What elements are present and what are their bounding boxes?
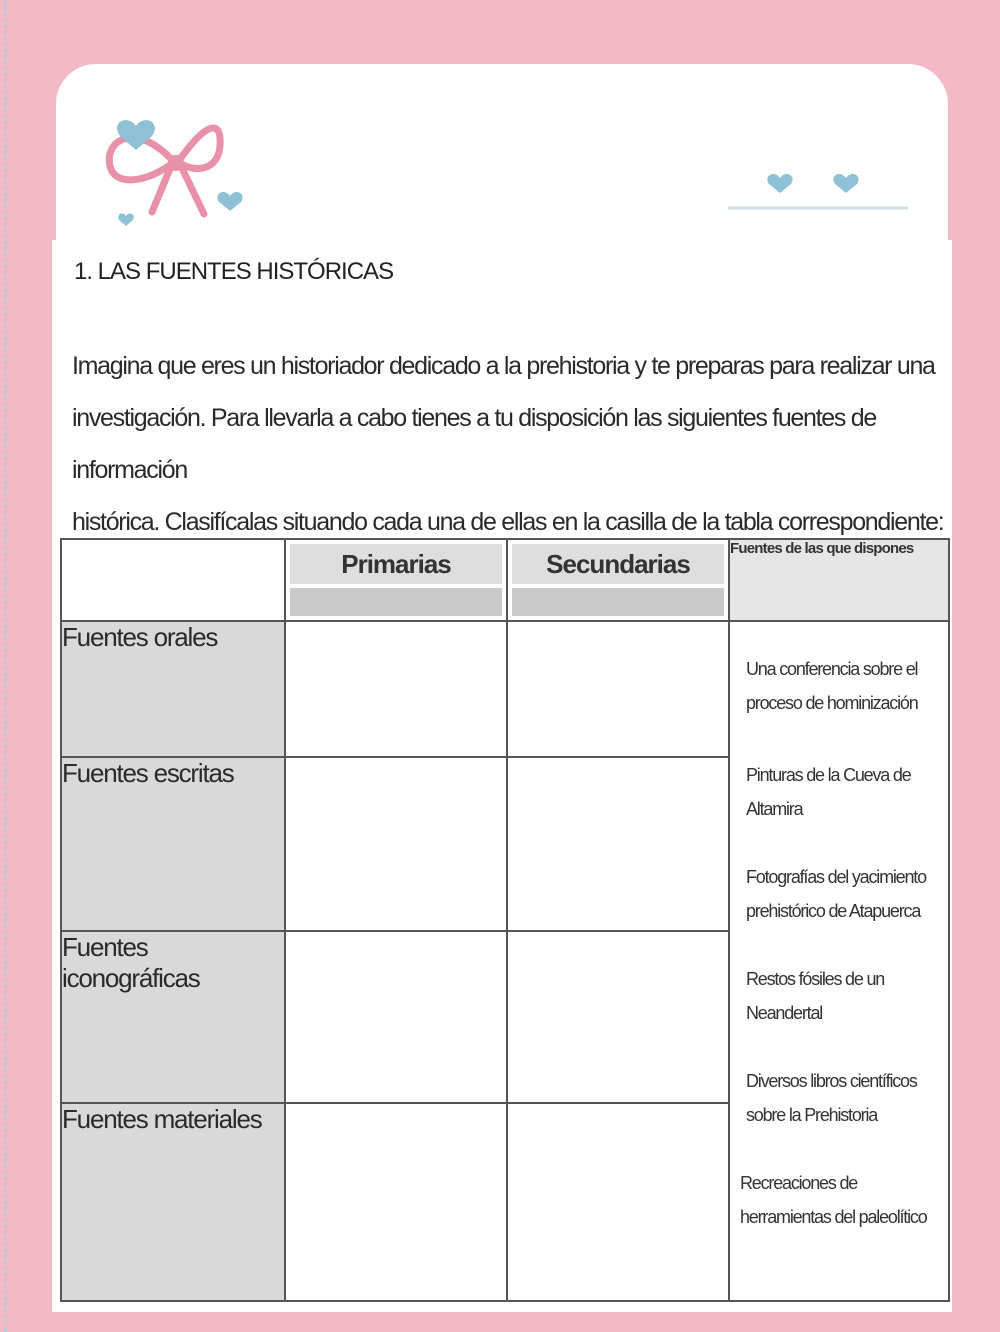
source-text: Fotografías del yacimiento [746, 867, 926, 887]
instruction-line: Imagina que eres un historiador dedicado a la prehistoria y te preparas para realizar una [72, 352, 935, 380]
drop-cell-material-secondary[interactable] [507, 1103, 729, 1301]
source-item-atapuerca-photos[interactable] [746, 860, 936, 928]
source-text: Pinturas de la Cueva de [746, 765, 911, 785]
row-header-written: Fuentes escritas [61, 757, 285, 931]
drop-cell-oral-primary[interactable] [285, 621, 507, 757]
source-text: prehistórico de Atapuerca [746, 901, 921, 921]
drop-cell-iconographic-primary[interactable] [285, 931, 507, 1103]
section-title: 1. LAS FUENTES HISTÓRICAS [74, 258, 394, 285]
instruction-line: investigación. Para llevarla a cabo tienes a tu disposición las siguientes fuentes de información [72, 404, 876, 484]
column-header-primary [285, 539, 507, 621]
stitched-border [4, 0, 7, 1332]
row-header-iconographic: Fuentes iconográficas [61, 931, 285, 1103]
source-text: Una conferencia sobre el [746, 659, 918, 679]
drop-cell-material-primary[interactable] [285, 1103, 507, 1301]
instruction-line: histórica. Clasifícalas situando cada una de ellas en la casilla de la tabla correspondiente: [72, 508, 944, 536]
source-item-neandertal-fossils[interactable] [746, 962, 936, 1030]
drop-cell-iconographic-secondary[interactable] [507, 931, 729, 1103]
drop-cell-written-secondary[interactable] [507, 757, 729, 931]
column-header-available-sources: Fuentes de las que dispones [729, 539, 949, 621]
source-item-science-books[interactable] [746, 1064, 936, 1132]
row-header-oral: Fuentes orales [61, 621, 285, 757]
source-text: sobre la Prehistoria [746, 1105, 878, 1125]
column-label: Primarias [290, 544, 502, 584]
column-header-secondary [507, 539, 729, 621]
source-text: Recreaciones de [740, 1173, 858, 1193]
row-header-material: Fuentes materiales [61, 1103, 285, 1301]
table-row [61, 621, 949, 757]
source-item-tool-recreations[interactable] [740, 1166, 940, 1234]
corner-cell [61, 539, 285, 621]
source-text: Diversos libros científicos [746, 1071, 917, 1091]
source-text: Restos fósiles de un [746, 969, 885, 989]
instructions [72, 340, 952, 548]
source-text: herramientas del paleolítico [740, 1207, 927, 1227]
source-text: proceso de hominización [746, 693, 918, 713]
header-band [512, 588, 724, 616]
available-sources-list [729, 621, 949, 1301]
drop-cell-oral-secondary[interactable] [507, 621, 729, 757]
source-text: Altamira [746, 799, 803, 819]
source-item-conference[interactable] [746, 652, 936, 720]
classification-table [60, 538, 950, 1302]
bow-with-hearts-icon [96, 100, 266, 240]
column-label: Secundarias [512, 544, 724, 584]
drop-cell-written-primary[interactable] [285, 757, 507, 931]
source-text: Neandertal [746, 1003, 823, 1023]
table-header-row [61, 539, 949, 621]
header-band [290, 588, 502, 616]
source-item-altamira-paintings[interactable] [746, 758, 936, 826]
hearts-decoration-icon [726, 160, 916, 220]
